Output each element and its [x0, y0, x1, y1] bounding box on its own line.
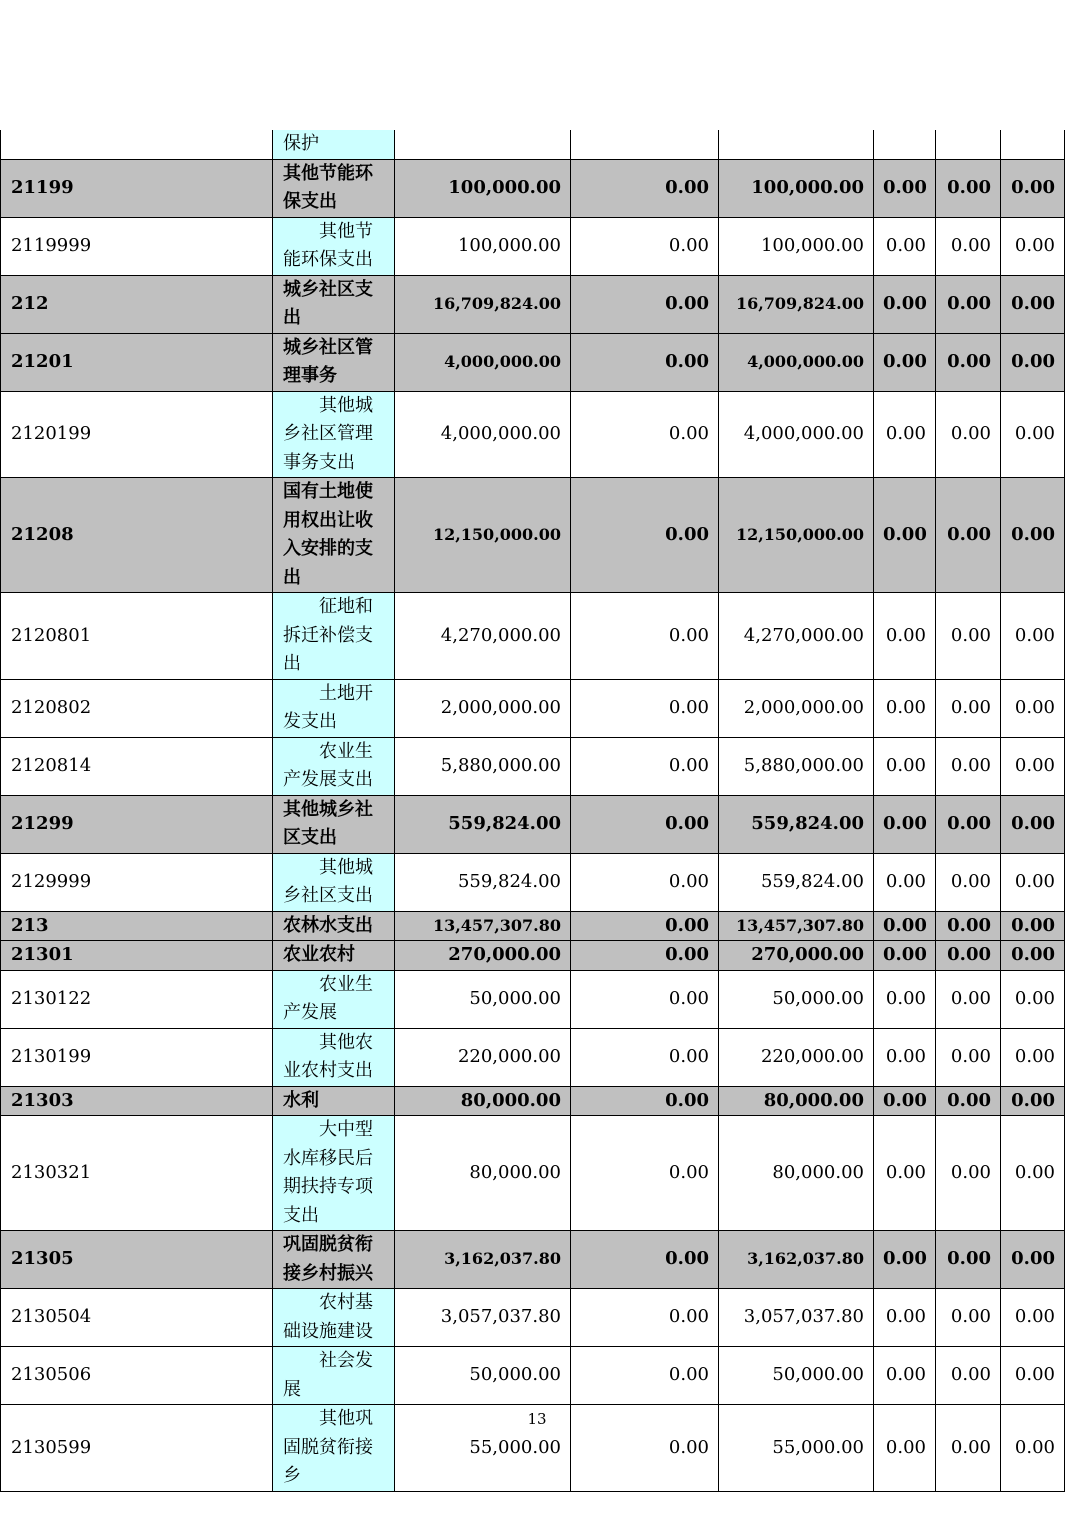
row-value-6: 0.00 [1001, 679, 1065, 737]
row-code: 2120199 [1, 391, 273, 478]
row-name: 其他节能环保支出 [273, 217, 395, 275]
row-value-2: 0.00 [571, 1086, 719, 1116]
row-value-6: 0.00 [1001, 737, 1065, 795]
row-value-6: 0.00 [1001, 1347, 1065, 1405]
row-value-6: 0.00 [1001, 217, 1065, 275]
row-value-6: 0.00 [1001, 795, 1065, 853]
row-value-1: 100,000.00 [395, 217, 571, 275]
row-value-2: 0.00 [571, 853, 719, 911]
row-value-2: 0.00 [571, 1028, 719, 1086]
table-row [1, 593, 1065, 680]
table-row-summary [1, 1231, 1065, 1289]
row-value-5: 0.00 [936, 1231, 1001, 1289]
row-value-6: 0.00 [1001, 970, 1065, 1028]
row-code: 212 [1, 275, 273, 333]
row-value-3: 80,000.00 [719, 1116, 874, 1231]
row-value-6: 0.00 [1001, 1405, 1065, 1492]
row-value-5: 0.00 [936, 159, 1001, 217]
row-code: 2120814 [1, 737, 273, 795]
row-value-2: 0.00 [571, 1231, 719, 1289]
row-value-2: 0.00 [571, 970, 719, 1028]
row-value-1: 4,000,000.00 [395, 391, 571, 478]
row-value-6: 0.00 [1001, 1116, 1065, 1231]
row-value-5: 0.00 [936, 941, 1001, 971]
row-code: 21305 [1, 1231, 273, 1289]
row-value-3 [719, 130, 874, 159]
row-value-1: 12,150,000.00 [395, 478, 571, 593]
row-value-2: 0.00 [571, 941, 719, 971]
row-value-1: 2,000,000.00 [395, 679, 571, 737]
row-value-3: 100,000.00 [719, 159, 874, 217]
row-value-3: 4,270,000.00 [719, 593, 874, 680]
row-name: 农林水支出 [273, 911, 395, 941]
row-value-5: 0.00 [936, 478, 1001, 593]
row-name: 征地和拆迁补偿支出 [273, 593, 395, 680]
table-row [1, 679, 1065, 737]
row-code [1, 130, 273, 159]
table-body [1, 130, 1065, 1491]
row-value-2 [571, 130, 719, 159]
row-value-2: 0.00 [571, 275, 719, 333]
row-value-6: 0.00 [1001, 853, 1065, 911]
row-name: 城乡社区支出 [273, 275, 395, 333]
row-name: 其他农业农村支出 [273, 1028, 395, 1086]
row-value-1: 80,000.00 [395, 1086, 571, 1116]
row-name: 保护 [273, 130, 395, 159]
row-value-3: 50,000.00 [719, 1347, 874, 1405]
budget-table [0, 130, 1065, 1492]
row-value-5: 0.00 [936, 679, 1001, 737]
row-name: 农业生产发展 [273, 970, 395, 1028]
row-value-6: 0.00 [1001, 911, 1065, 941]
row-value-1: 220,000.00 [395, 1028, 571, 1086]
row-value-2: 0.00 [571, 795, 719, 853]
table-row [1, 1116, 1065, 1231]
row-code: 21201 [1, 333, 273, 391]
row-value-4: 0.00 [874, 1086, 936, 1116]
row-value-6: 0.00 [1001, 593, 1065, 680]
row-code: 21299 [1, 795, 273, 853]
row-code: 2120802 [1, 679, 273, 737]
row-code: 21301 [1, 941, 273, 971]
row-value-2: 0.00 [571, 1289, 719, 1347]
row-value-2: 0.00 [571, 391, 719, 478]
row-value-1: 13,457,307.80 [395, 911, 571, 941]
row-name: 土地开发支出 [273, 679, 395, 737]
row-value-4: 0.00 [874, 853, 936, 911]
row-value-3: 3,162,037.80 [719, 1231, 874, 1289]
row-value-4: 0.00 [874, 1028, 936, 1086]
row-value-5: 0.00 [936, 333, 1001, 391]
row-value-4: 0.00 [874, 1289, 936, 1347]
row-value-3: 4,000,000.00 [719, 333, 874, 391]
row-value-1: 16,709,824.00 [395, 275, 571, 333]
row-code: 2130506 [1, 1347, 273, 1405]
row-value-4: 0.00 [874, 391, 936, 478]
row-value-3: 4,000,000.00 [719, 391, 874, 478]
row-value-1: 3,162,037.80 [395, 1231, 571, 1289]
row-value-2: 0.00 [571, 911, 719, 941]
row-value-4: 0.00 [874, 911, 936, 941]
row-value-2: 0.00 [571, 737, 719, 795]
page-number: 13 [527, 1410, 547, 1428]
row-value-1: 3,057,037.80 [395, 1289, 571, 1347]
row-value-4: 0.00 [874, 159, 936, 217]
row-value-1: 50,000.00 [395, 970, 571, 1028]
table-row-summary [1, 795, 1065, 853]
table-row-summary [1, 159, 1065, 217]
row-value-2: 0.00 [571, 1347, 719, 1405]
row-value-1: 55,000.00 [395, 1405, 571, 1492]
row-code: 213 [1, 911, 273, 941]
row-value-6: 0.00 [1001, 478, 1065, 593]
row-value-5: 0.00 [936, 1347, 1001, 1405]
row-code: 21199 [1, 159, 273, 217]
row-value-2: 0.00 [571, 1116, 719, 1231]
table-row [1, 970, 1065, 1028]
row-value-2: 0.00 [571, 679, 719, 737]
row-value-3: 2,000,000.00 [719, 679, 874, 737]
table-row [1, 853, 1065, 911]
row-name: 其他城乡社区支出 [273, 853, 395, 911]
row-code: 2119999 [1, 217, 273, 275]
row-value-5: 0.00 [936, 911, 1001, 941]
row-code: 2120801 [1, 593, 273, 680]
row-value-4: 0.00 [874, 941, 936, 971]
row-value-4: 0.00 [874, 333, 936, 391]
row-value-6: 0.00 [1001, 333, 1065, 391]
row-value-3: 13,457,307.80 [719, 911, 874, 941]
row-value-5: 0.00 [936, 593, 1001, 680]
row-value-5: 0.00 [936, 275, 1001, 333]
row-name: 巩固脱贫衔接乡村振兴 [273, 1231, 395, 1289]
row-code: 21208 [1, 478, 273, 593]
row-value-4: 0.00 [874, 1405, 936, 1492]
row-value-5: 0.00 [936, 853, 1001, 911]
row-value-1: 559,824.00 [395, 853, 571, 911]
row-value-4: 0.00 [874, 737, 936, 795]
row-name: 社会发展 [273, 1347, 395, 1405]
row-value-3: 559,824.00 [719, 795, 874, 853]
row-value-1 [395, 130, 571, 159]
row-name: 其他巩固脱贫衔接乡 [273, 1405, 395, 1492]
row-value-1: 4,270,000.00 [395, 593, 571, 680]
row-code: 2129999 [1, 853, 273, 911]
row-value-6: 0.00 [1001, 275, 1065, 333]
row-name: 其他节能环保支出 [273, 159, 395, 217]
table-row [1, 391, 1065, 478]
row-value-4: 0.00 [874, 478, 936, 593]
row-value-5: 0.00 [936, 1086, 1001, 1116]
row-value-5: 0.00 [936, 1028, 1001, 1086]
row-value-3: 100,000.00 [719, 217, 874, 275]
row-value-5: 0.00 [936, 1405, 1001, 1492]
row-value-5: 0.00 [936, 1116, 1001, 1231]
row-value-5: 0.00 [936, 737, 1001, 795]
table-row-summary [1, 333, 1065, 391]
row-code: 2130321 [1, 1116, 273, 1231]
row-value-1: 4,000,000.00 [395, 333, 571, 391]
row-value-1: 559,824.00 [395, 795, 571, 853]
table-row-summary [1, 1086, 1065, 1116]
row-value-2: 0.00 [571, 217, 719, 275]
row-value-6: 0.00 [1001, 391, 1065, 478]
row-value-6: 0.00 [1001, 1289, 1065, 1347]
row-value-4: 0.00 [874, 1116, 936, 1231]
table-row [1, 1028, 1065, 1086]
row-name: 其他城乡社区支出 [273, 795, 395, 853]
row-value-6: 0.00 [1001, 1086, 1065, 1116]
row-code: 21303 [1, 1086, 273, 1116]
row-value-1: 50,000.00 [395, 1347, 571, 1405]
row-value-2: 0.00 [571, 593, 719, 680]
row-value-5: 0.00 [936, 1289, 1001, 1347]
row-value-6: 0.00 [1001, 941, 1065, 971]
row-value-5: 0.00 [936, 795, 1001, 853]
row-value-3: 55,000.00 [719, 1405, 874, 1492]
row-value-4: 0.00 [874, 970, 936, 1028]
row-value-2: 0.00 [571, 333, 719, 391]
row-value-3: 220,000.00 [719, 1028, 874, 1086]
row-value-6: 0.00 [1001, 1231, 1065, 1289]
row-value-4: 0.00 [874, 593, 936, 680]
row-value-4: 0.00 [874, 1347, 936, 1405]
row-value-6 [1001, 130, 1065, 159]
row-value-1: 270,000.00 [395, 941, 571, 971]
row-value-4 [874, 130, 936, 159]
row-name: 大中型水库移民后期扶持专项支出 [273, 1116, 395, 1231]
row-value-3: 5,880,000.00 [719, 737, 874, 795]
table-row-summary [1, 478, 1065, 593]
row-name: 农业农村 [273, 941, 395, 971]
row-code: 2130122 [1, 970, 273, 1028]
row-value-1: 100,000.00 [395, 159, 571, 217]
row-value-5: 0.00 [936, 217, 1001, 275]
row-value-3: 80,000.00 [719, 1086, 874, 1116]
table-row-summary [1, 275, 1065, 333]
row-value-2: 0.00 [571, 159, 719, 217]
row-value-3: 16,709,824.00 [719, 275, 874, 333]
table-row [1, 737, 1065, 795]
table-row [1, 1347, 1065, 1405]
row-value-5: 0.00 [936, 391, 1001, 478]
row-code: 2130504 [1, 1289, 273, 1347]
row-value-1: 80,000.00 [395, 1116, 571, 1231]
row-code: 2130199 [1, 1028, 273, 1086]
row-value-3: 270,000.00 [719, 941, 874, 971]
row-value-3: 12,150,000.00 [719, 478, 874, 593]
row-value-1: 5,880,000.00 [395, 737, 571, 795]
row-name: 农村基础设施建设 [273, 1289, 395, 1347]
row-value-4: 0.00 [874, 275, 936, 333]
row-value-4: 0.00 [874, 679, 936, 737]
row-value-4: 0.00 [874, 795, 936, 853]
row-name: 其他城乡社区管理事务支出 [273, 391, 395, 478]
row-name: 国有土地使用权出让收入安排的支出 [273, 478, 395, 593]
row-name: 城乡社区管理事务 [273, 333, 395, 391]
row-value-6: 0.00 [1001, 159, 1065, 217]
row-value-5: 0.00 [936, 970, 1001, 1028]
row-name: 水利 [273, 1086, 395, 1116]
row-value-4: 0.00 [874, 217, 936, 275]
row-value-3: 559,824.00 [719, 853, 874, 911]
row-value-3: 3,057,037.80 [719, 1289, 874, 1347]
table-row [1, 1289, 1065, 1347]
row-value-6: 0.00 [1001, 1028, 1065, 1086]
row-value-4: 0.00 [874, 1231, 936, 1289]
row-name: 农业生产发展支出 [273, 737, 395, 795]
table-row [1, 130, 1065, 159]
row-code: 2130599 [1, 1405, 273, 1492]
table-row-summary [1, 911, 1065, 941]
row-value-5 [936, 130, 1001, 159]
row-value-3: 50,000.00 [719, 970, 874, 1028]
table-row-summary [1, 941, 1065, 971]
table-row [1, 217, 1065, 275]
row-value-2: 0.00 [571, 1405, 719, 1492]
row-value-2: 0.00 [571, 478, 719, 593]
